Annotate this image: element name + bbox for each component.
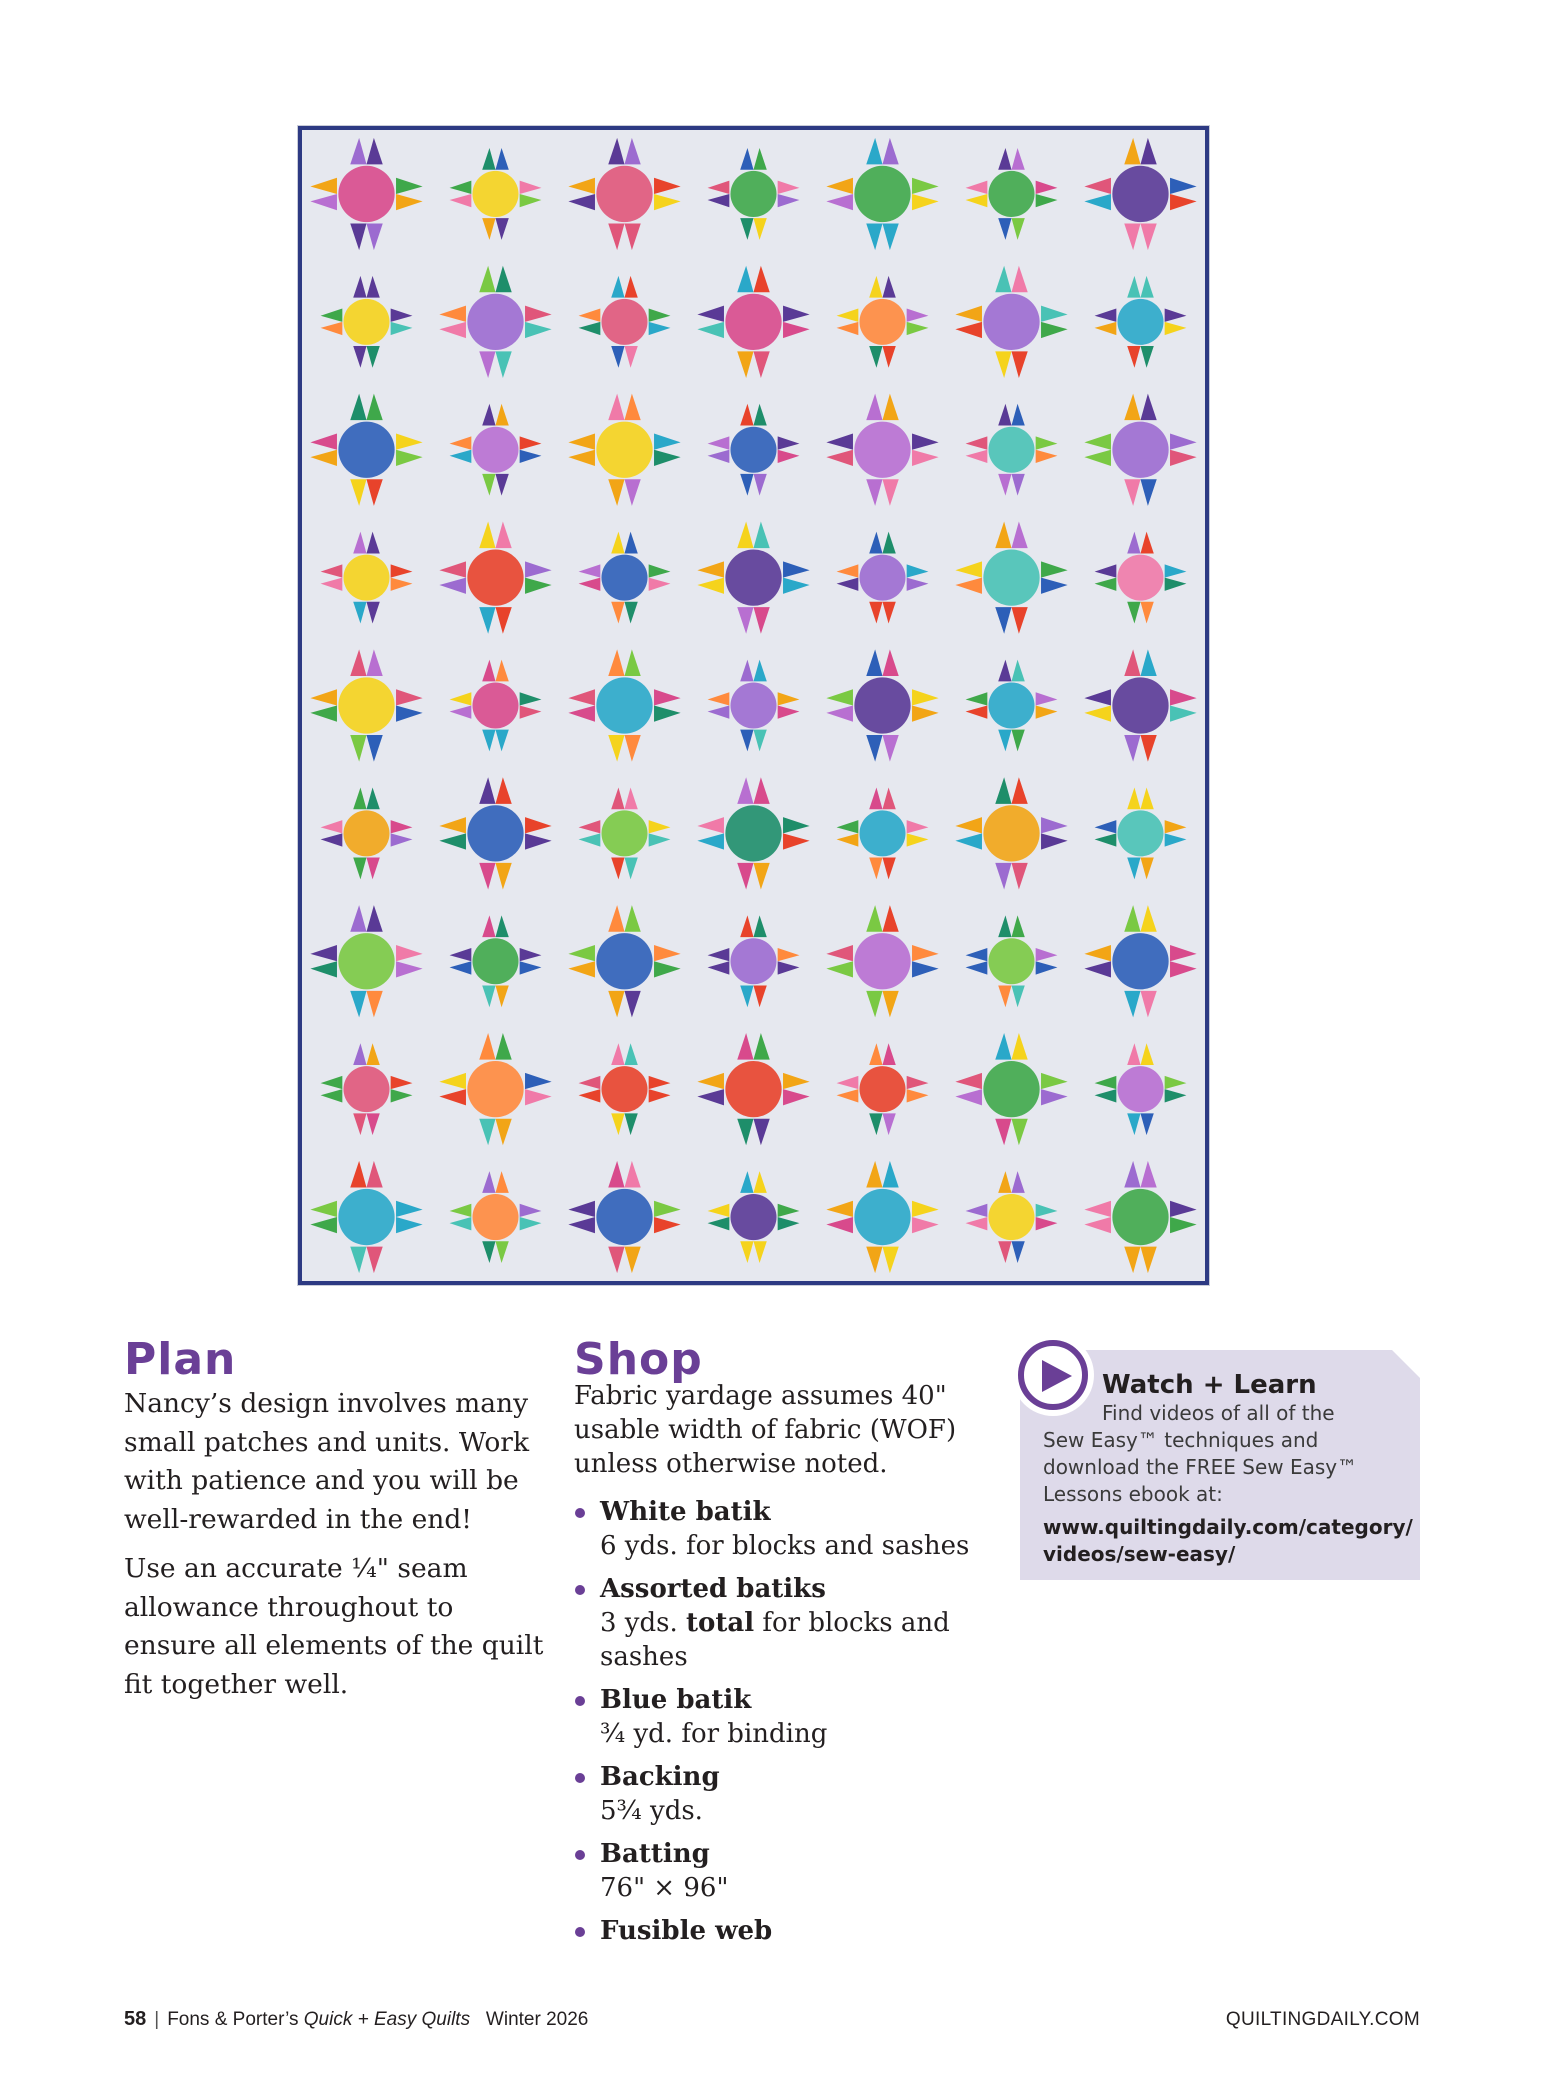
quilt-circle-appliqué — [338, 1189, 394, 1245]
plan-paragraph: Nancy’s design involves many small patches and units. Work with patience and you will be well-rewarded in the end! — [124, 1388, 530, 1535]
quilt-circle-appliqué — [1112, 1189, 1168, 1245]
quilt-circle-appliqué — [983, 549, 1039, 605]
quilt-circle-appliqué — [343, 1066, 389, 1112]
quilt-circle-appliqué — [343, 810, 389, 856]
quilt-circle-appliqué — [1117, 555, 1163, 601]
page-number: 58 — [124, 2008, 147, 2030]
quilt-circle-appliqué — [601, 299, 647, 345]
quilt-circle-appliqué — [859, 299, 905, 345]
footer-divider: | — [154, 2009, 160, 2030]
quilt-circle-appliqué — [859, 1066, 905, 1112]
supply-item-detail: 6 yds. for blocks and sashes — [600, 1531, 970, 1561]
supply-item-name: Batting — [600, 1839, 710, 1869]
shop-intro: Fabric yardage assumes 40" usable width of fabric (WOF) unless otherwise noted. — [574, 1381, 957, 1479]
quilt-circle-appliqué — [730, 938, 776, 984]
quilt-circle-appliqué — [338, 422, 394, 478]
quilt-circle-appliqué — [472, 171, 518, 217]
quilt-circle-appliqué — [725, 294, 781, 350]
supply-item-name: Assorted batiks — [600, 1574, 826, 1604]
supply-item — [574, 1495, 994, 1563]
footer-spacer — [470, 2009, 486, 2030]
quilt-circle-appliqué — [983, 1061, 1039, 1117]
quilt-circle-appliqué — [467, 294, 523, 350]
quilt-circle-appliqué — [1117, 1066, 1163, 1112]
quilt-photo — [298, 126, 1209, 1285]
quilt-circle-appliqué — [725, 1061, 781, 1117]
quilt-circle-appliqué — [854, 677, 910, 733]
site-name: QUILTINGDAILY.COM — [1225, 2009, 1420, 2030]
quilt-circle-appliqué — [730, 682, 776, 728]
play-icon[interactable] — [1012, 1334, 1094, 1416]
watch-learn-title: Watch + Learn — [1102, 1370, 1317, 1400]
supply-item-detail: 5¾ yds. — [600, 1796, 703, 1826]
supply-item-name: White batik — [600, 1497, 771, 1527]
supply-item-name: Backing — [600, 1762, 720, 1792]
quilt-circle-appliqué — [343, 555, 389, 601]
quilt-circle-appliqué — [596, 166, 652, 222]
quilt-circle-appliqué — [854, 933, 910, 989]
quilt-circle-appliqué — [467, 1061, 523, 1117]
quilt-circle-appliqué — [472, 938, 518, 984]
quilt-circle-appliqué — [1112, 677, 1168, 733]
detail-suffix: for blocks and sashes — [600, 1608, 950, 1672]
quilt-circle-appliqué — [343, 299, 389, 345]
quilt-circle-appliqué — [596, 1189, 652, 1245]
quilt-circle-appliqué — [472, 427, 518, 473]
supply-item — [574, 1572, 994, 1674]
detail-emphasis: total — [686, 1608, 755, 1638]
quilt-circle-appliqué — [983, 294, 1039, 350]
play-triangle-icon — [1038, 1358, 1074, 1394]
quilt-circle-appliqué — [988, 682, 1034, 728]
quilt-circle-appliqué — [1112, 422, 1168, 478]
quilt-circle-appliqué — [1117, 299, 1163, 345]
quilt-circle-appliqué — [859, 555, 905, 601]
watch-learn-description: Sew Easy™ techniques and download the FREE Sew Easy™ Lessons ebook at: — [1043, 1428, 1358, 1506]
quilt-circle-appliqué — [601, 810, 647, 856]
quilt-circle-appliqué — [338, 166, 394, 222]
watch-learn-link[interactable] — [1043, 1514, 1418, 1568]
quilt-circle-appliqué — [596, 677, 652, 733]
quilt-circle-appliqué — [983, 805, 1039, 861]
quilt-circle-appliqué — [859, 810, 905, 856]
quilt-circle-appliqué — [854, 422, 910, 478]
quilt-circle-appliqué — [338, 677, 394, 733]
quilt-circle-appliqué — [988, 938, 1034, 984]
quilt-circle-appliqué — [854, 1189, 910, 1245]
quilt-circle-appliqué — [988, 427, 1034, 473]
quilt-circle-appliqué — [467, 549, 523, 605]
supply-item — [574, 1837, 994, 1905]
url-line: videos/sew-easy/ — [1043, 1542, 1236, 1566]
quilt-circle-appliqué — [601, 1066, 647, 1112]
supply-item — [574, 1914, 994, 1948]
watch-learn-description: Find videos of all of the — [1102, 1401, 1335, 1425]
quilt-circle-appliqué — [725, 549, 781, 605]
plan-heading: Plan — [124, 1334, 237, 1385]
quilt-circle-appliqué — [730, 171, 776, 217]
magazine-prefix: Fons & Porter’s — [167, 2009, 304, 2030]
quilt-circle-appliqué — [338, 933, 394, 989]
url-line: www.quiltingdaily.com/category/ — [1043, 1515, 1413, 1539]
quilt-circle-appliqué — [467, 805, 523, 861]
plan-paragraph: Use an accurate ¼" seam allowance throughout to ensure all elements of the quilt fit together well. — [124, 1553, 544, 1700]
quilt-circle-appliqué — [472, 1194, 518, 1240]
play-icon-ring — [1018, 1340, 1088, 1410]
supply-item-name: Blue batik — [600, 1685, 752, 1715]
quilt-circle-appliqué — [1112, 166, 1168, 222]
quilt-circle-appliqué — [988, 171, 1034, 217]
quilt-circle-appliqué — [988, 1194, 1034, 1240]
quilt-circle-appliqué — [601, 555, 647, 601]
quilt-circle-appliqué — [725, 805, 781, 861]
quilt-circle-appliqué — [730, 1194, 776, 1240]
supply-item-name: Fusible web — [600, 1916, 773, 1946]
quilt-circle-appliqué — [472, 682, 518, 728]
detail-prefix: 3 yds. — [600, 1608, 687, 1638]
supply-item — [574, 1683, 994, 1751]
issue-date: Winter 2026 — [485, 2009, 589, 2030]
supply-item-detail: ¾ yd. for binding — [600, 1719, 828, 1749]
supply-item-detail — [600, 1606, 994, 1674]
magazine-title: Quick + Easy Quilts — [303, 2009, 471, 2030]
supply-item-detail: 76" × 96" — [600, 1873, 729, 1903]
supply-list — [574, 1495, 994, 1948]
quilt-circle-appliqué — [730, 427, 776, 473]
quilt-circle-appliqué — [1117, 810, 1163, 856]
shop-heading: Shop — [574, 1334, 703, 1385]
quilt-circle-appliqué — [854, 166, 910, 222]
quilt-circle-appliqué — [596, 422, 652, 478]
supply-item — [574, 1760, 994, 1828]
quilt-circle-appliqué — [1112, 933, 1168, 989]
page-footer-left — [124, 2008, 588, 2031]
quilt-circle-appliqué — [596, 933, 652, 989]
